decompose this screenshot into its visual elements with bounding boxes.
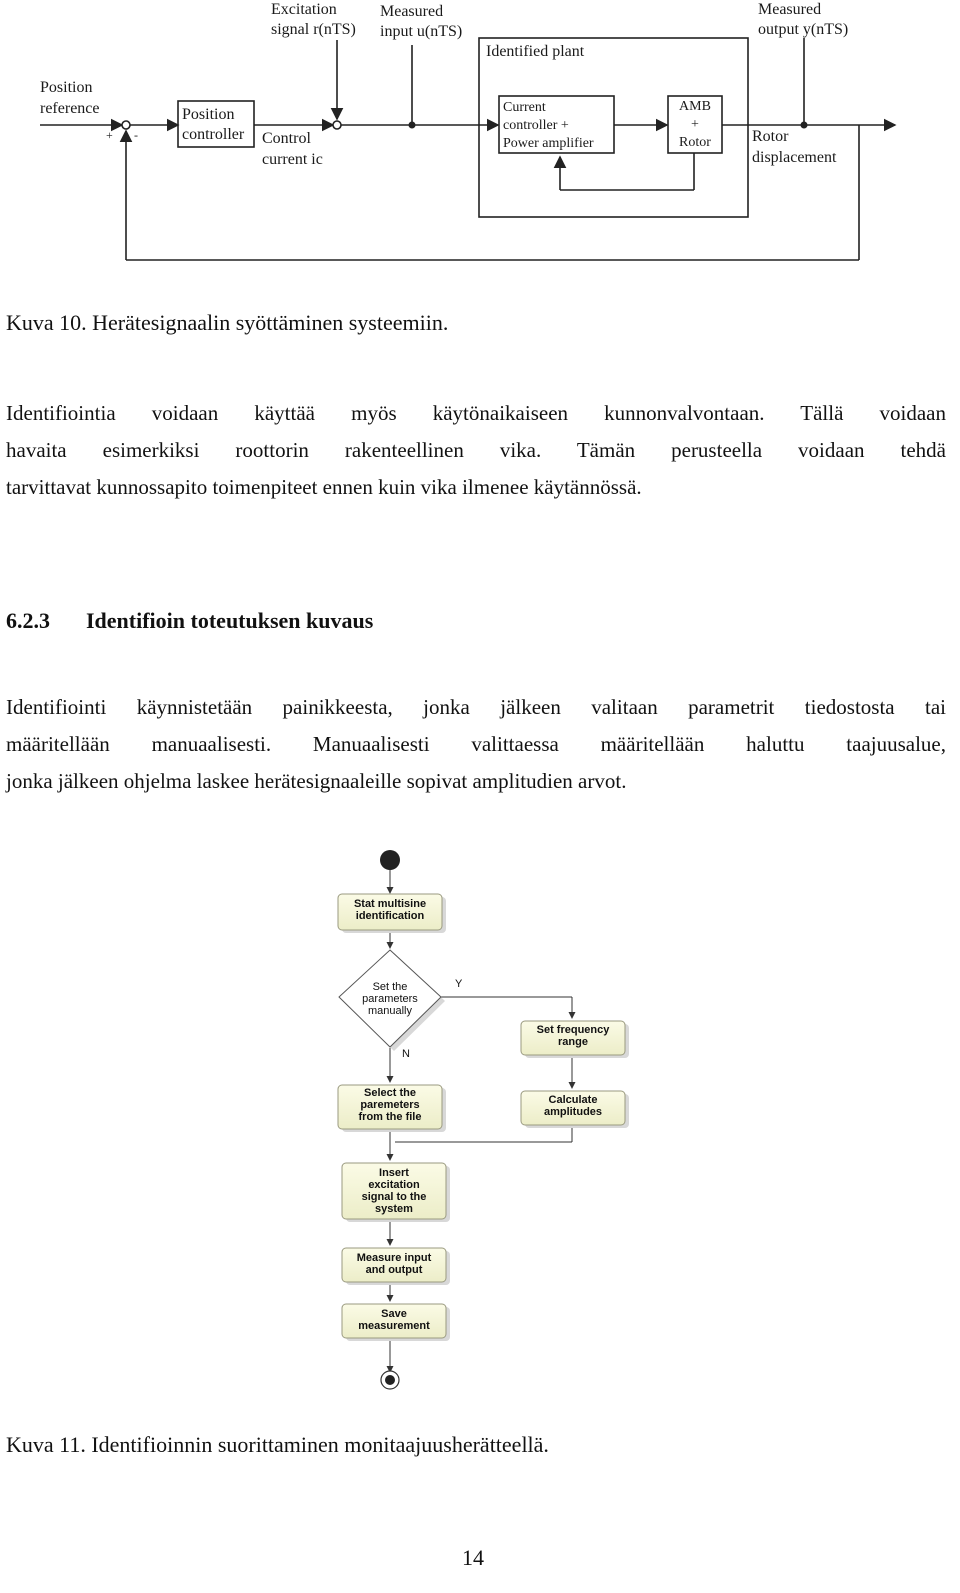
amb-rotor-label-3: Rotor [679, 135, 711, 150]
measured-input-label-1: Measured [380, 3, 444, 20]
excitation-label-1: Excitation [271, 1, 337, 18]
start-box-text-2: identification [355, 910, 425, 922]
plus-sign: + [106, 128, 113, 142]
amb-rotor-label-2: + [691, 117, 699, 132]
paragraph-1-line: tarvittavat kunnossapito toimenpiteet ennen kuin vika ilmenee käytännössä. [6, 475, 642, 499]
insert-box-text-1: Insert [379, 1167, 409, 1179]
control-current-label-2: current ic [262, 151, 323, 168]
calc-box-text-1: Calculate [548, 1094, 598, 1106]
minus-sign: - [134, 128, 138, 142]
freq-box-text-2: range [558, 1036, 588, 1048]
section-title: Identifioin toteutuksen kuvaus [86, 608, 374, 633]
rotor-displacement-label-1: Rotor [752, 128, 789, 145]
paragraph-1-line: havaita esimerkiksi roottorin rakenteellinen vika. Tämän perusteella voidaan tehdä [6, 438, 946, 462]
page-number: 14 [462, 1545, 484, 1570]
amb-rotor-label-1: AMB [679, 99, 711, 114]
no-label: N [402, 1048, 410, 1060]
start-node [380, 850, 400, 870]
freq-box-text-1: Set frequency [536, 1024, 610, 1036]
measured-output-label-1: Measured [758, 1, 822, 18]
save-box-text-1: Save [381, 1308, 407, 1320]
position-controller-label-1: Position [182, 106, 235, 123]
start-box-text-1: Stat multisine [353, 898, 427, 910]
file-box-text-3: from the file [358, 1111, 422, 1123]
position-reference-label-1: Position [40, 79, 93, 96]
paragraph-1-line: Identifiointia voidaan käyttää myös käytönaikaiseen kunnonvalvontaan. Tällä voidaan [6, 401, 946, 425]
excitation-label-2: signal r(nTS) [271, 21, 356, 38]
current-controller-label-2: controller + [503, 118, 569, 133]
control-current-label-1: Control [262, 130, 311, 147]
yes-label: Y [455, 978, 463, 990]
figure-11-caption: Kuva 11. Identifioinnin suorittaminen monitaajuusherätteellä. [6, 1432, 549, 1457]
calc-box-text-2: amplitudes [543, 1106, 603, 1118]
insert-box-text-4: system [375, 1203, 413, 1215]
figure-10-caption: Kuva 10. Herätesignaalin syöttäminen systeemiin. [6, 310, 449, 335]
file-box-text-2: paremeters [360, 1099, 420, 1111]
decision-text-1: Set the [372, 981, 408, 993]
paragraph-2-line: Identifiointi käynnistetään painikkeesta, jonka jälkeen valitaan parametrit tiedostosta tai [6, 695, 946, 719]
paragraph-2-line: jonka jälkeen ohjelma laskee herätesignaaleille sopivat amplitudien arvot. [6, 769, 627, 793]
decision-text-3: manually [367, 1005, 413, 1017]
decision-text-2: parameters [362, 993, 418, 1005]
measured-output-label-2: output y(nTS) [758, 21, 849, 38]
measure-box-text-2: and output [365, 1264, 423, 1276]
current-controller-label-3: Power amplifier [503, 136, 594, 151]
insert-box-text-3: signal to the [361, 1191, 427, 1203]
rotor-displacement-label-2: displacement [752, 149, 837, 166]
measured-input-label-2: input u(nTS) [380, 23, 463, 40]
position-reference-label-2: reference [40, 100, 100, 117]
measure-box-text-1: Measure input [356, 1252, 432, 1264]
section-number: 6.2.3 [6, 608, 50, 633]
current-controller-label-1: Current [503, 100, 546, 115]
position-controller-label-2: controller [182, 126, 245, 143]
save-box-text-2: measurement [358, 1320, 430, 1332]
paragraph-2-line: määritellään manuaalisesti. Manuaalisesti valittaessa määritellään haluttu taajuusalue, [6, 732, 946, 756]
identified-plant-label: Identified plant [486, 43, 585, 60]
insert-box-text-2: excitation [368, 1179, 420, 1191]
file-box-text-1: Select the [364, 1087, 416, 1099]
